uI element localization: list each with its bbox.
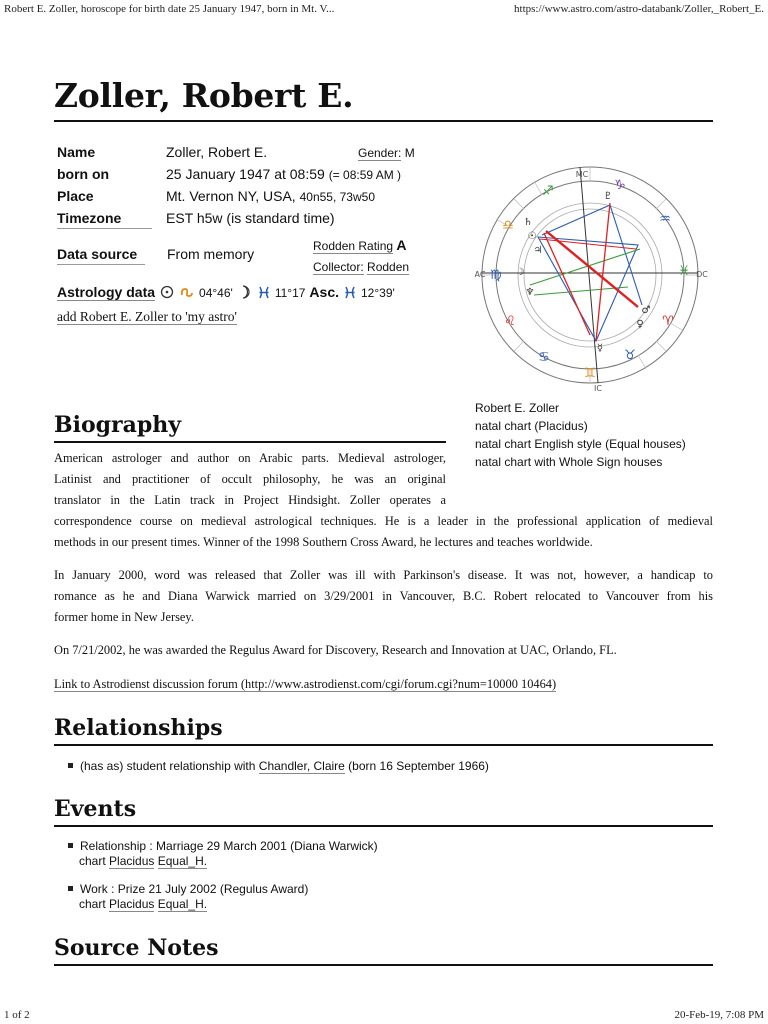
bio-line: former home in New Jersey. [54, 610, 194, 624]
svg-text:DC: DC [696, 270, 708, 279]
page-title: Zoller, Robert E. [54, 76, 354, 115]
astrology-data-row [57, 284, 395, 302]
born-value: 25 January 1947 at 08:59 [166, 166, 325, 182]
svg-text:♂: ♂ [641, 305, 651, 316]
svg-text:♓: ♓ [678, 264, 690, 279]
place-coords: 40n55, 73w50 [299, 190, 375, 204]
source-notes-heading: Source Notes [54, 935, 219, 961]
rodden-rating [313, 237, 407, 253]
svg-text:☉: ☉ [527, 231, 537, 242]
event-link-equal[interactable]: Equal_H. [157, 854, 208, 868]
bio-line: methods in our present times. Winner of the 1998 Southern Cross Award, he lectures and teaches worldwide. [54, 535, 593, 549]
biography-p3: On 7/21/2002, he was awarded the Regulus Award for Discovery, Research and Innovation at UAC, Orlando, FL. [54, 643, 617, 657]
sun-icon [159, 284, 175, 302]
chart-link-whole-sign[interactable]: natal chart with Whole Sign houses [475, 455, 663, 469]
chart-link-placidus[interactable]: natal chart (Placidus) [475, 419, 588, 433]
gender-value: M [404, 146, 415, 160]
astrology-data-label[interactable]: Astrology data [57, 284, 156, 300]
timezone-value: EST h5w (is standard time) [166, 210, 335, 226]
born-label: born on [57, 166, 110, 182]
bio-line: romance as he and Diana Warwick married on 3/29/2001 in Vancouver, B.C. Robert relocated to Vancouver from his [54, 589, 713, 603]
gender-field [358, 146, 415, 160]
event-item [68, 882, 308, 912]
leo-icon [179, 284, 195, 302]
title-rule [54, 120, 713, 122]
event-link-equal[interactable]: Equal_H. [157, 897, 208, 911]
svg-text:♉: ♉ [624, 348, 636, 363]
natal-wheel-icon[interactable] [470, 155, 710, 395]
bio-line: translator in the Latin track in Project Hindsight. Zoller operates a [54, 493, 446, 507]
moon-icon [237, 284, 253, 302]
svg-text:♌: ♌ [504, 314, 516, 329]
event-text: Relationship : Marriage 29 March 2001 (Diana Warwick) [80, 839, 378, 853]
event-chart-label: chart [79, 897, 106, 911]
biography-heading: Biography [54, 412, 182, 438]
page-header-title: Robert E. Zoller, horoscope for birth date 25 January 1947, born in Mt. V... [4, 3, 335, 15]
svg-text:♄: ♄ [523, 217, 533, 228]
ascendant-degree: 12°39' [361, 286, 395, 300]
bio-line: Latinist and practitioner of occult philosophy, he was an original [54, 472, 446, 486]
moon-degree: 11°17 [274, 286, 306, 300]
timezone-underline [57, 228, 152, 229]
data-source-underline [57, 264, 145, 265]
collector [313, 260, 409, 274]
place-label: Place [57, 188, 94, 204]
add-my-astro-link[interactable] [57, 309, 237, 325]
bullet-icon [68, 843, 73, 848]
bio-line: correspondence course on medieval astrological techniques. He is a leader in the professional application of medieval [54, 514, 713, 528]
svg-text:♑: ♑ [614, 178, 626, 193]
svg-text:IC: IC [594, 384, 602, 393]
events-heading: Events [54, 796, 137, 822]
biography-p1-bottom [54, 511, 713, 553]
chart-link-equal[interactable]: natal chart English style (Equal houses) [475, 437, 686, 451]
bio-line: In January 2000, word was released that Zoller was ill with Parkinson's disease. It was not, however, a handicap to [54, 568, 713, 582]
sun-degree: 04°46' [199, 286, 233, 300]
event-chart-label: chart [79, 854, 106, 868]
born-extra: (= 08:59 AM ) [328, 168, 402, 182]
svg-text:AC: AC [474, 270, 486, 279]
svg-text:♎: ♎ [502, 218, 514, 233]
data-source-label: Data source [57, 246, 138, 262]
name-value: Zoller, Robert E. [166, 144, 268, 160]
svg-text:♈: ♈ [662, 314, 674, 329]
page-footer-count: 1 of 2 [4, 1009, 30, 1021]
place-field [166, 188, 375, 204]
event-item [68, 839, 378, 869]
gender-label[interactable]: Gender: [358, 146, 402, 160]
relationship-item [68, 759, 489, 774]
pisces-asc-icon [343, 284, 357, 302]
relationship-suffix: (born 16 September 1966) [348, 759, 489, 773]
ascendant-label: Asc. [309, 284, 339, 300]
source-notes-rule [54, 964, 713, 966]
relationships-rule [54, 744, 713, 746]
place-value: Mt. Vernon NY, USA, [166, 188, 296, 204]
bullet-icon [68, 763, 73, 768]
biography-p2 [54, 565, 713, 628]
bullet-icon [68, 886, 73, 891]
svg-text:☿: ☿ [596, 343, 604, 354]
event-text: Work : Prize 21 July 2002 (Regulus Award) [80, 882, 309, 896]
relationships-heading: Relationships [54, 715, 223, 741]
page-header-url: https://www.astro.com/astro-databank/Zoller,_Robert_E. [514, 3, 764, 15]
event-link-placidus[interactable]: Placidus [109, 854, 155, 868]
rodden-rating-value: A [396, 237, 407, 253]
svg-text:MC: MC [575, 170, 589, 179]
svg-text:♒: ♒ [659, 212, 671, 227]
collector-value[interactable]: Rodden [367, 260, 410, 274]
timezone-label: Timezone [57, 210, 122, 226]
add-my-astro-link-text[interactable]: add Robert E. Zoller to 'my astro' [57, 309, 237, 324]
svg-text:♍: ♍ [490, 268, 502, 283]
svg-text:♇: ♇ [603, 191, 613, 202]
relationship-link[interactable]: Chandler, Claire [258, 759, 345, 773]
rodden-rating-label[interactable]: Rodden Rating [313, 239, 394, 253]
relationship-prefix: (has as) student relationship with [80, 759, 256, 773]
collector-label[interactable]: Collector: [313, 260, 364, 274]
chart-caption-name: Robert E. Zoller [475, 401, 560, 415]
astrodienst-forum-link-text[interactable]: Link to Astrodienst discussion forum (http://www.astrodienst.com/cgi/forum.cgi?num=10000 10464) [54, 677, 557, 691]
svg-text:♐: ♐ [542, 184, 554, 199]
svg-text:♊: ♊ [584, 366, 596, 381]
astrodienst-forum-link[interactable] [54, 674, 556, 695]
biography-p1-top [54, 448, 446, 511]
pisces-icon [257, 284, 271, 302]
svg-text:♃: ♃ [533, 245, 543, 256]
svg-text:♋: ♋ [538, 350, 550, 365]
page-footer-date: 20-Feb-19, 7:08 PM [674, 1009, 764, 1021]
event-link-placidus[interactable]: Placidus [109, 897, 155, 911]
bio-line: American astrologer and author on Arabic parts. Medieval astrologer, [54, 451, 446, 465]
born-field [166, 166, 401, 182]
name-label: Name [57, 144, 96, 160]
svg-text:☽: ☽ [515, 267, 525, 278]
biography-rule [54, 441, 446, 443]
events-rule [54, 825, 713, 827]
data-source-value: From memory [167, 246, 255, 262]
svg-text:♆: ♆ [525, 287, 535, 298]
svg-text:♀: ♀ [636, 319, 644, 330]
